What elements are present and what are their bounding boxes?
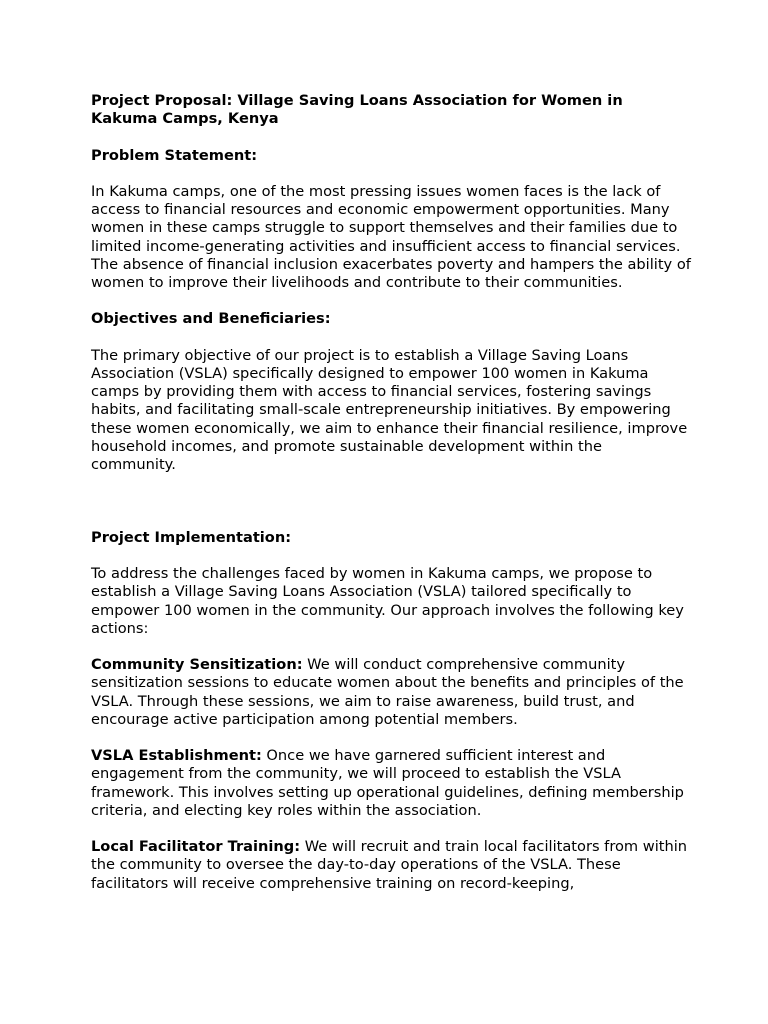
action-text: We will conduct comprehensive community sensitization sessions to educate women about the benefits and principles of the VSLA. Through these sessions, we aim to raise awareness, build trust, and encourage active participation among potential members. — [91, 656, 684, 728]
problem-heading: Problem Statement: — [91, 146, 258, 164]
action-lead: VSLA Establishment: — [91, 747, 262, 765]
action-text: Once we have garnered sufficient interest and engagement from the community, we will proceed to establish the VSLA framework. This involves setting up operational guidelines, defining membership criteria, and electing key roles within the association. — [91, 747, 684, 819]
objectives-heading: Objectives and Beneficiaries: — [91, 310, 331, 328]
action-community-sensitization — [91, 656, 691, 729]
spacer — [91, 547, 691, 565]
action-local-facilitator-training — [91, 838, 691, 893]
objectives-text: The primary objective of our project is to establish a Village Saving Loans Association (VSLA) specifically designed to empower 100 women in Kakuma camps by providing them with access to financial services, fostering savings habits, and facilitating small-scale entrepreneurship initiatives. By empowering these women economically, we aim to enhance their financial resilience, improve household incomes, and promote sustainable development within the community. — [91, 346, 688, 473]
implementation-intro: To address the challenges faced by women in Kakuma camps, we propose to establish a Village Saving Loans Association (VSLA) tailored specifically to empower 100 women in the community. Our approach involves the following key actions: — [91, 565, 684, 637]
implementation-heading: Project Implementation: — [91, 528, 292, 546]
problem-text: In Kakuma camps, one of the most pressing issues women faces is the lack of access to financial resources and economic empowerment opportunities. Many women in these camps struggle to support themselves and their families due to limited income-generating activities and insufficient access to financial services. The absence of financial inclusion exacerbates poverty and hampers the ability of women to improve their livelihoods and contribute to their communities. — [91, 182, 691, 291]
action-vsla-establishment — [91, 747, 691, 820]
document-page — [91, 92, 691, 893]
spacer — [91, 729, 691, 747]
spacer — [91, 474, 691, 529]
spacer — [91, 329, 691, 347]
action-text: We will recruit and train local facilitators from within the community to oversee the day-to-day operations of the VSLA. These facilitators will receive comprehensive training on record-keeping, — [91, 838, 688, 892]
spacer — [91, 128, 691, 146]
action-lead: Community Sensitization: — [91, 656, 303, 674]
spacer — [91, 165, 691, 183]
action-lead: Local Facilitator Training: — [91, 838, 301, 856]
spacer — [91, 820, 691, 838]
spacer — [91, 292, 691, 310]
document-title: Project Proposal: Village Saving Loans Association for Women in Kakuma Camps, Kenya — [91, 92, 623, 128]
spacer — [91, 638, 691, 656]
